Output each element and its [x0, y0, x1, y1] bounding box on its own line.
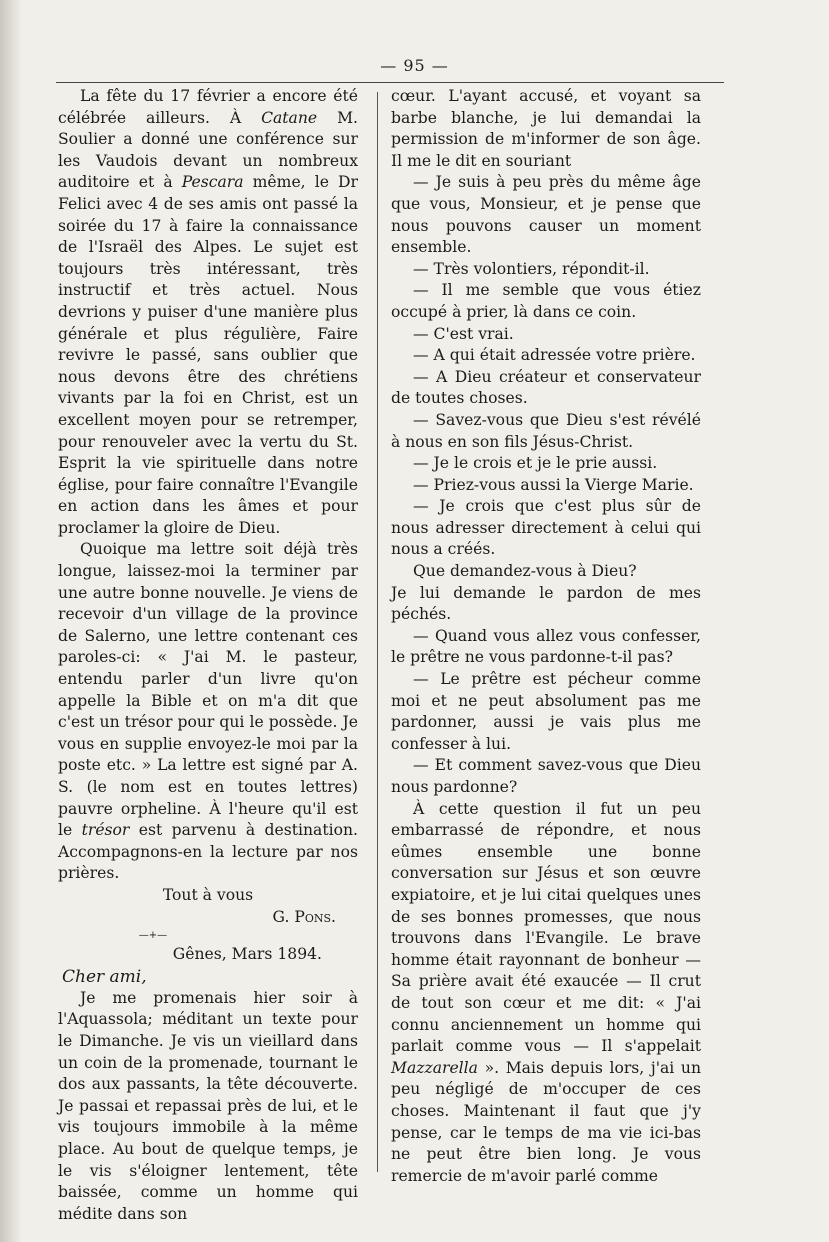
- signature: G. Pons.: [272, 907, 336, 926]
- column-divider: [377, 92, 378, 1172]
- dialogue-line: — Priez-vous aussi la Vierge Marie.: [413, 475, 694, 494]
- dialogue-line: Que demandez-vous à Dieu?: [413, 562, 637, 581]
- text-run: ». Mais depuis lors, j'ai un peu négligé de m'occuper de ces choses. Maintenant il faut que j'y pense, car le temps de ma vie ici-bas ne peut être bien long. Je vous remercie de m'avoir parlé comme: [391, 1058, 701, 1185]
- dateline: Gênes, Mars 1894.: [172, 945, 322, 964]
- separator: —+—: [138, 930, 168, 942]
- dialogue-line: — A qui était adressée votre prière.: [413, 346, 696, 365]
- text-run: est parvenu à destination. Accompagnons-en la lecture par nos prières.: [58, 821, 358, 883]
- right-column: [391, 86, 701, 1187]
- text-run: même, le Dr Felici avec 4 de ses amis ont passé la soirée du 17 à faire la connaissance de l'Israël des Alpes. Le sujet est toujours très intéressant, très instructif et très actuel. Nous devrions y puiser d'une manière plus générale et plus régulière, Faire revivre le passé, sans oublier que nous devons être des chrétiens vivants par la foi en Christ, est un excellent moyen pour se retremper, pour renouveler avec la vertu du St. Esprit la vie spirituelle dans notre église, pour faire connaître l'Evangile en action dans les âmes et pour proclamer la gloire de Dieu.: [58, 173, 359, 537]
- text-run: Quoique ma lettre soit déjà très longue, laissez-moi la terminer par une autre bonne nouvelle. Je viens de recevoir d'un village de la province de Salerno, une lettre contenant ces paroles-ci: « J'ai M. le pasteur, entendu parler d'un livre qu'on appelle la Bible et on m'a dit que c'est un trésor pour qui le possède. Je vous en supplie envoyez-le moi par la poste etc. » La lettre est signé par A. S. (le nom est en toutes lettres) pauvre orpheline. À l'heure qu'il est le: [58, 540, 358, 840]
- dialogue-line: — Il me semble que vous étiez occupé à prier, là dans ce coin.: [391, 281, 701, 321]
- dialogue-line: — Le prêtre est pécheur comme moi et ne peut absolument pas me pardonner, aussi je vais plus me confesser à lui.: [391, 670, 701, 753]
- dialogue-line: — Quand vous allez vous confesser, le prêtre ne vous pardonne-t-il pas?: [391, 626, 701, 667]
- dialogue-line: — Je crois que c'est plus sûr de nous adresser directement à celui qui nous a créés.: [391, 497, 701, 559]
- dialogue-line: — Je suis à peu près du même âge que vous, Monsieur, et je pense que nous pouvons causer un moment ensemble.: [391, 173, 701, 257]
- salutation: Cher ami,: [62, 966, 147, 987]
- dialogue-line: — A Dieu créateur et conservateur de toutes choses.: [391, 367, 701, 408]
- place-catane: Catane: [261, 108, 318, 127]
- paragraph-conversation: [391, 799, 701, 1188]
- dialogue-line: — Savez-vous que Dieu s'est révélé à nous en son fils Jésus-Christ.: [391, 410, 701, 451]
- text-run: M. Soulier a donné une conférence sur les Vaudois devant un nombreux auditoire et à: [58, 108, 358, 192]
- dialogue-line: — Je le crois et je le prie aussi.: [413, 454, 658, 473]
- text-run: La fête du 17 février a encore été célébrée ailleurs. À: [58, 87, 358, 127]
- name-mazzarella: Mazzarella: [391, 1058, 478, 1077]
- paragraph-coeur: cœur. L'ayant accusé, et voyant sa barbe blanche, je lui demandai la permission de m'informer de son âge. Il me le dit en souriant: [391, 87, 701, 170]
- dialogue-line: — Très volontiers, répondit-il.: [413, 259, 650, 278]
- header-rule: [56, 82, 724, 83]
- paragraph-fete: [58, 86, 358, 539]
- left-column: [58, 86, 358, 1225]
- dialogue-line: Je lui demande le pardon de mes péchés.: [391, 583, 701, 624]
- page-number: — 95 —: [380, 56, 449, 75]
- word-tresor: trésor: [81, 821, 130, 840]
- place-pescara: Pescara: [181, 173, 244, 192]
- closing: Tout à vous: [162, 885, 254, 904]
- paragraph-promenade: Je me promenais hier soir à l'Aquassola; méditant un texte pour le Dimanche. Je vis un vieillard dans un coin de la promenade, tournant le dos aux passants, la tête découverte. Je passai et repassai près de lui, et le vis toujours immobile à la même place. Au bout de quelque temps, je le vis s'éloigner lentement, tête baissée, comme un homme qui médite dans son: [58, 988, 358, 1223]
- page-edge-shadow: [0, 0, 22, 1242]
- paragraph-nouvelle: [58, 539, 358, 885]
- text-run: À cette question il fut un peu embarrassé de répondre, et nous eûmes ensemble une bonne conversation sur Jésus et son œuvre expiatoire, et je lui citai quelques unes de ses bonnes promesses, que nous trouvons dans l'Evangile. Le brave homme était rayonnant de bonheur — Sa prière avait été exaucée — Il crut de tout son cœur et me dit: « J'ai connu anciennement un homme qui parlait comme vous — Il s'appelait: [391, 799, 701, 1056]
- dialogue-line: — Et comment savez-vous que Dieu nous pardonne?: [391, 756, 701, 796]
- dialogue-line: — C'est vrai.: [413, 324, 514, 343]
